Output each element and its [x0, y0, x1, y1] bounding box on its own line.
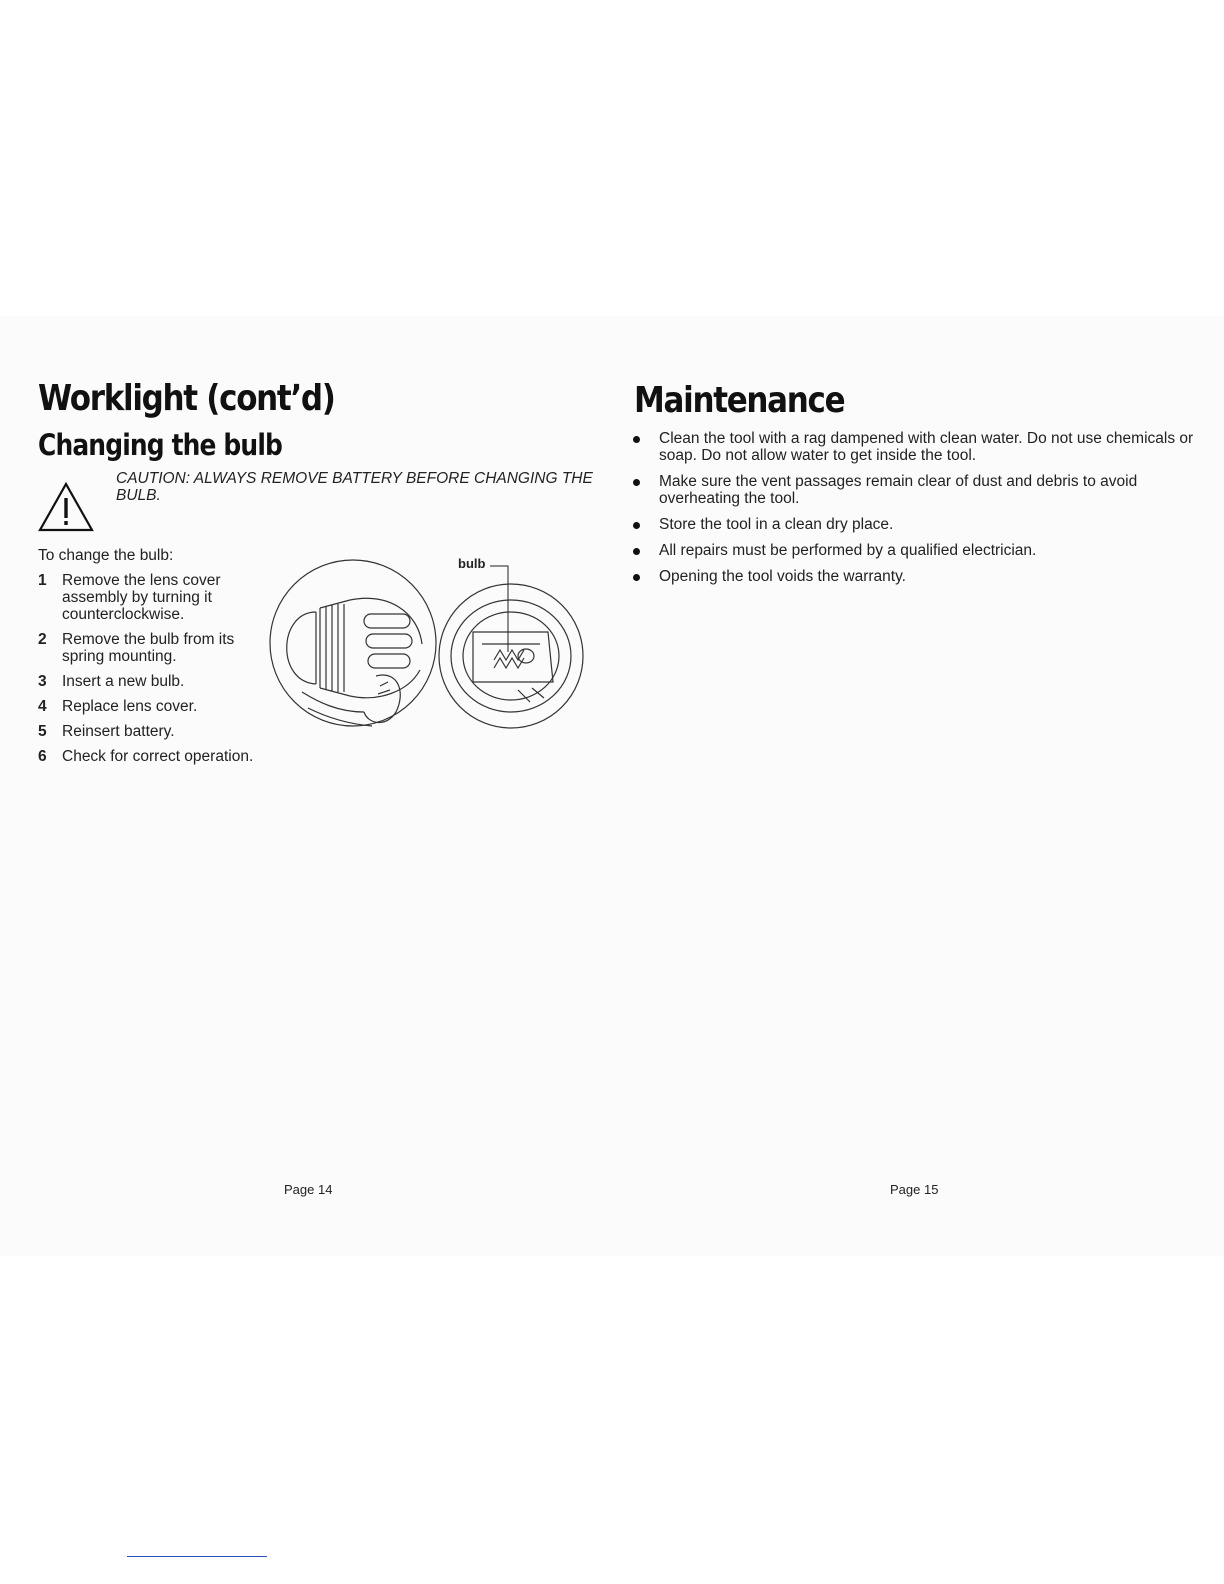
intro-text: To change the bulb:	[38, 547, 174, 564]
step-number: 3	[38, 673, 47, 690]
page-14	[0, 316, 612, 1256]
step-text: Check for correct operation.	[62, 748, 254, 765]
step-number: 6	[38, 748, 47, 765]
step-item	[38, 631, 273, 665]
list-item-text: Clean the tool with a rag dampened with clean water. Do not use chemicals or soap. Do not allow water to get inside the tool.	[659, 430, 1194, 464]
bullet-icon	[633, 548, 640, 555]
step-text: Reinsert battery.	[62, 723, 175, 740]
step-text: Remove the lens cover assembly by turning it counterclockwise.	[62, 572, 221, 623]
bullet-icon	[633, 436, 640, 443]
list-item	[634, 568, 1194, 585]
lens-cover-drawing	[270, 560, 436, 726]
section-subtitle: Changing the bulb	[38, 428, 283, 462]
step-number: 4	[38, 698, 47, 715]
step-item	[38, 698, 273, 715]
step-text: Replace lens cover.	[62, 698, 198, 715]
bulb-illustration	[268, 552, 586, 742]
step-text: Remove the bulb from its spring mounting.	[62, 631, 235, 665]
list-item	[634, 516, 1194, 533]
list-item-text: Opening the tool voids the warranty.	[659, 568, 906, 585]
step-number: 5	[38, 723, 47, 740]
page-number: Page 15	[890, 1182, 939, 1197]
caution-text: CAUTION: ALWAYS REMOVE BATTERY BEFORE CHANGING THE BULB.	[116, 470, 593, 504]
divider-line	[127, 1556, 267, 1557]
list-item	[634, 542, 1194, 559]
bulb-callout-label: bulb	[458, 556, 486, 571]
bullet-icon	[633, 479, 640, 486]
step-item	[38, 748, 273, 765]
list-item	[634, 430, 1194, 464]
list-item-text: Make sure the vent passages remain clear of dust and debris to avoid overheating the tool.	[659, 473, 1138, 507]
list-item-text: Store the tool in a clean dry place.	[659, 516, 894, 533]
list-item-text: All repairs must be performed by a qualified electrician.	[659, 542, 1037, 559]
step-text: Insert a new bulb.	[62, 673, 185, 690]
manual-spread	[0, 316, 1224, 1256]
page-15	[612, 316, 1224, 1256]
bullet-icon	[633, 522, 640, 529]
step-item	[38, 723, 273, 740]
warning-triangle-icon	[37, 481, 95, 533]
bullet-icon	[633, 574, 640, 581]
step-number: 2	[38, 631, 47, 648]
step-item	[38, 673, 273, 690]
step-number: 1	[38, 572, 47, 589]
maintenance-list	[634, 430, 1194, 594]
steps-list	[38, 572, 273, 773]
page-title: Worklight (cont’d)	[38, 378, 335, 419]
page-title: Maintenance	[634, 380, 845, 421]
step-item	[38, 572, 273, 623]
list-item	[634, 473, 1194, 507]
bulb-closeup-drawing	[439, 566, 583, 728]
page-number: Page 14	[284, 1182, 333, 1197]
